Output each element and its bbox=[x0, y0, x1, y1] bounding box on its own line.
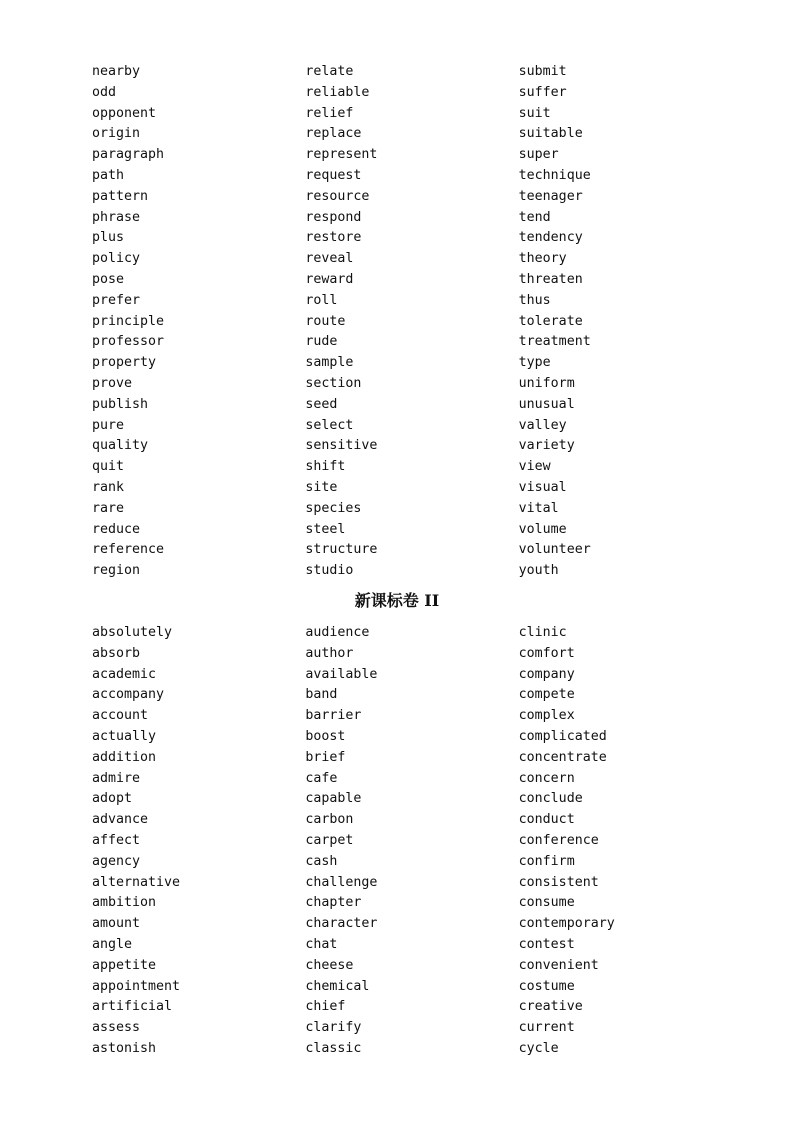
word-item: academic bbox=[92, 666, 157, 682]
word-item: conclude bbox=[518, 791, 583, 807]
word-item: species bbox=[305, 500, 362, 516]
word-item: quit bbox=[92, 459, 125, 475]
word-item: astonish bbox=[92, 1040, 157, 1056]
word-item: view bbox=[518, 459, 551, 475]
word-item: thus bbox=[518, 292, 551, 308]
word-item: publish bbox=[92, 396, 149, 412]
word-item: submit bbox=[518, 64, 567, 79]
word-column bbox=[305, 62, 518, 582]
word-list-section-1 bbox=[92, 62, 732, 582]
word-item: professor bbox=[92, 334, 165, 350]
word-item: barrier bbox=[305, 708, 362, 724]
word-item: structure bbox=[305, 542, 378, 558]
word-item: vital bbox=[518, 500, 559, 516]
word-item: clarify bbox=[305, 1020, 362, 1036]
word-item: paragraph bbox=[92, 147, 165, 163]
word-item: actually bbox=[92, 728, 157, 744]
word-item: concern bbox=[518, 770, 575, 786]
word-item: concentrate bbox=[518, 749, 607, 765]
word-item: carbon bbox=[305, 812, 354, 828]
word-item: amount bbox=[92, 916, 141, 932]
word-item: phrase bbox=[92, 209, 141, 225]
word-column bbox=[92, 623, 305, 1060]
word-item: clinic bbox=[518, 625, 567, 640]
word-item: reference bbox=[92, 542, 165, 558]
word-column bbox=[519, 623, 732, 1060]
word-item: property bbox=[92, 355, 157, 371]
section-heading: 新课标卷 II bbox=[354, 591, 440, 610]
word-item: consistent bbox=[518, 874, 599, 890]
word-item: company bbox=[518, 666, 575, 682]
word-item: reveal bbox=[305, 251, 354, 267]
word-item: costume bbox=[518, 978, 575, 994]
word-item: prove bbox=[92, 375, 133, 391]
word-item: volunteer bbox=[518, 542, 591, 558]
word-item: shift bbox=[305, 459, 346, 475]
word-item: request bbox=[305, 167, 362, 183]
word-item: chief bbox=[305, 999, 346, 1015]
word-item: cash bbox=[305, 853, 338, 869]
word-item: complex bbox=[518, 708, 575, 724]
word-item: character bbox=[305, 916, 378, 932]
word-item: appetite bbox=[92, 957, 157, 973]
word-item: site bbox=[305, 479, 338, 495]
word-item: replace bbox=[305, 126, 362, 142]
word-item: super bbox=[518, 147, 559, 163]
word-item: plus bbox=[92, 230, 125, 246]
word-item: technique bbox=[518, 167, 591, 183]
word-item: chat bbox=[305, 936, 338, 952]
word-item: admire bbox=[92, 770, 141, 786]
word-item: contemporary bbox=[518, 916, 615, 932]
word-item: resource bbox=[305, 188, 370, 204]
word-item: adopt bbox=[92, 791, 133, 807]
word-item: unusual bbox=[518, 396, 575, 412]
word-item: suitable bbox=[518, 126, 583, 142]
word-item: roll bbox=[305, 292, 338, 308]
word-item: rank bbox=[92, 479, 125, 495]
word-item: assess bbox=[92, 1020, 141, 1036]
word-item: band bbox=[305, 687, 338, 703]
word-item: reduce bbox=[92, 521, 141, 537]
word-item: capable bbox=[305, 791, 362, 807]
word-item: classic bbox=[305, 1040, 362, 1056]
word-item: author bbox=[305, 645, 354, 661]
word-item: cheese bbox=[305, 957, 354, 973]
word-item: odd bbox=[92, 84, 117, 100]
word-item: account bbox=[92, 708, 149, 724]
word-item: chemical bbox=[305, 978, 370, 994]
word-item: principle bbox=[92, 313, 165, 329]
word-item: accompany bbox=[92, 687, 165, 703]
word-item: affect bbox=[92, 832, 141, 848]
word-item: valley bbox=[518, 417, 567, 433]
word-item: ambition bbox=[92, 895, 157, 911]
word-column bbox=[92, 62, 305, 582]
word-item: threaten bbox=[518, 271, 583, 287]
word-item: cycle bbox=[518, 1040, 559, 1056]
word-item: suit bbox=[518, 105, 551, 121]
word-item: reward bbox=[305, 271, 354, 287]
word-item: comfort bbox=[518, 645, 575, 661]
word-item: challenge bbox=[305, 874, 378, 890]
word-item: theory bbox=[518, 251, 567, 267]
word-item: path bbox=[92, 167, 125, 183]
word-item: angle bbox=[92, 936, 133, 952]
word-item: tolerate bbox=[518, 313, 583, 329]
word-item: restore bbox=[305, 230, 362, 246]
word-item: sample bbox=[305, 355, 354, 371]
word-item: volume bbox=[518, 521, 567, 537]
word-item: prefer bbox=[92, 292, 141, 308]
word-item: available bbox=[305, 666, 378, 682]
word-item: youth bbox=[518, 563, 559, 579]
word-item: region bbox=[92, 563, 141, 579]
word-column bbox=[519, 62, 732, 582]
word-item: tend bbox=[518, 209, 551, 225]
word-column bbox=[305, 623, 518, 1060]
word-item: uniform bbox=[518, 375, 575, 391]
word-item: advance bbox=[92, 812, 149, 828]
word-item: audience bbox=[305, 625, 370, 640]
word-item: compete bbox=[518, 687, 575, 703]
word-item: seed bbox=[305, 396, 338, 412]
word-item: relief bbox=[305, 105, 354, 121]
word-item: policy bbox=[92, 251, 141, 267]
word-item: absolutely bbox=[92, 625, 173, 640]
word-item: steel bbox=[305, 521, 346, 537]
word-item: origin bbox=[92, 126, 141, 142]
word-item: studio bbox=[305, 563, 354, 579]
word-item: complicated bbox=[518, 728, 607, 744]
word-item: rare bbox=[92, 500, 125, 516]
word-item: sensitive bbox=[305, 438, 378, 454]
word-item: brief bbox=[305, 749, 346, 765]
word-item: visual bbox=[518, 479, 567, 495]
word-item: pattern bbox=[92, 188, 149, 204]
word-item: consume bbox=[518, 895, 575, 911]
word-item: boost bbox=[305, 728, 346, 744]
word-item: conduct bbox=[518, 812, 575, 828]
word-item: pose bbox=[92, 271, 125, 287]
word-item: nearby bbox=[92, 64, 141, 79]
word-item: artificial bbox=[92, 999, 173, 1015]
word-item: addition bbox=[92, 749, 157, 765]
word-item: alternative bbox=[92, 874, 181, 890]
word-item: cafe bbox=[305, 770, 338, 786]
word-item: contest bbox=[518, 936, 575, 952]
word-item: pure bbox=[92, 417, 125, 433]
word-item: quality bbox=[92, 438, 149, 454]
word-item: section bbox=[305, 375, 362, 391]
word-item: agency bbox=[92, 853, 141, 869]
word-item: rude bbox=[305, 334, 338, 350]
word-item: tendency bbox=[518, 230, 583, 246]
word-item: opponent bbox=[92, 105, 157, 121]
word-item: relate bbox=[305, 64, 354, 79]
word-item: represent bbox=[305, 147, 378, 163]
word-item: reliable bbox=[305, 84, 370, 100]
word-item: creative bbox=[518, 999, 583, 1015]
word-item: route bbox=[305, 313, 346, 329]
word-item: carpet bbox=[305, 832, 354, 848]
word-item: appointment bbox=[92, 978, 181, 994]
word-item: chapter bbox=[305, 895, 362, 911]
word-item: absorb bbox=[92, 645, 141, 661]
word-item: current bbox=[518, 1020, 575, 1036]
word-item: teenager bbox=[518, 188, 583, 204]
word-item: variety bbox=[518, 438, 575, 454]
word-item: select bbox=[305, 417, 354, 433]
word-item: convenient bbox=[518, 957, 599, 973]
word-item: suffer bbox=[518, 84, 567, 100]
word-item: conference bbox=[518, 832, 599, 848]
word-item: respond bbox=[305, 209, 362, 225]
word-item: confirm bbox=[518, 853, 575, 869]
word-item: treatment bbox=[518, 334, 591, 350]
word-item: type bbox=[518, 355, 551, 371]
word-list-section-2 bbox=[92, 623, 732, 1060]
